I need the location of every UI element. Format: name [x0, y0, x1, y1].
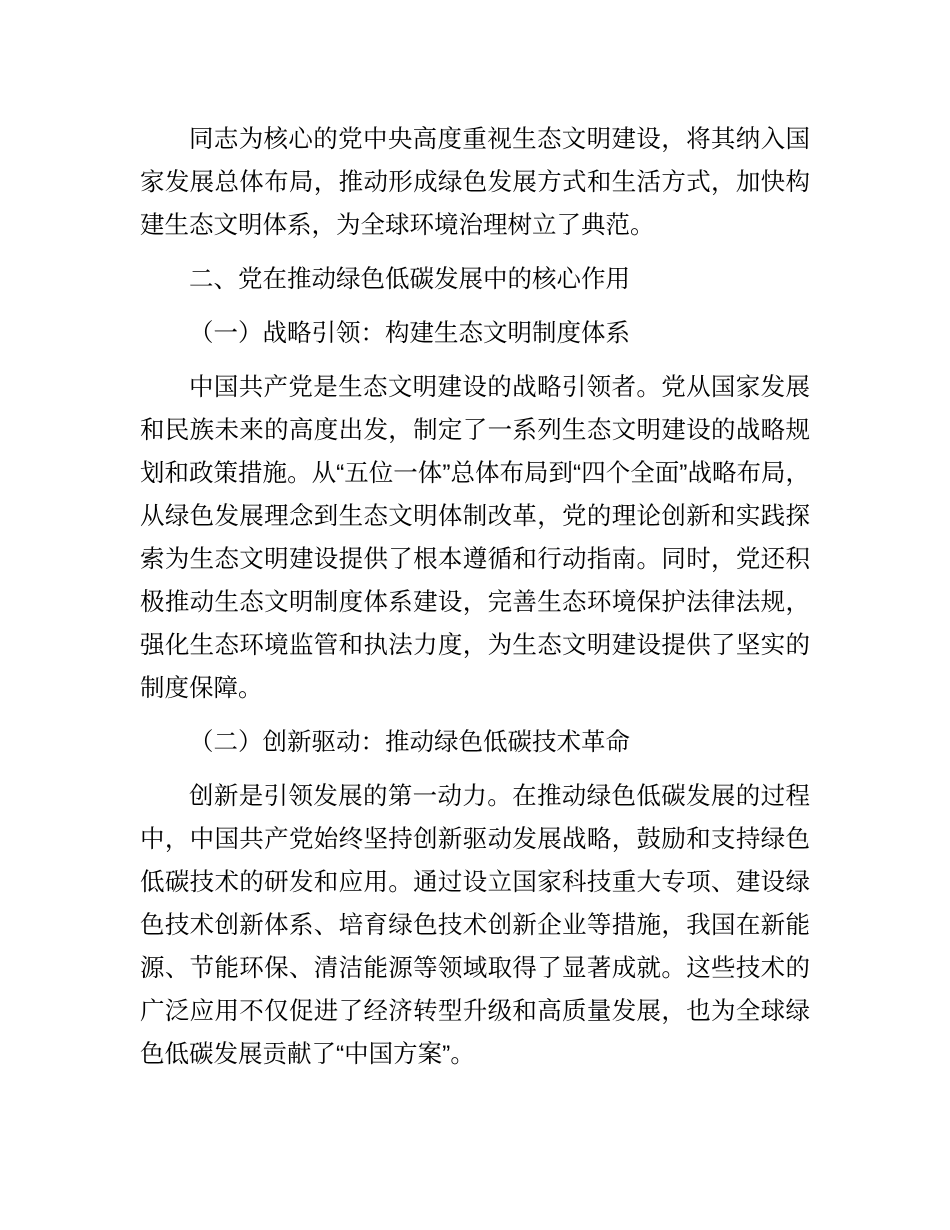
subsection-heading-2: （二）创新驱动：推动绿色低碳技术革命	[189, 729, 630, 756]
section-heading-2: 二、党在推动绿色低碳发展中的核心作用	[189, 266, 630, 293]
body-paragraph-continuation: 同志为核心的党中央高度重视生态文明建设，将其纳入国家发展总体布局，推动形成绿色发展方式和生活方式，加快构建生态文明体系，为全球环境治理树立了典范。	[140, 126, 810, 239]
body-paragraph-innovation: 创新是引领发展的第一动力。在推动绿色低碳发展的过程中，中国共产党始终坚持创新驱动发展战略，鼓励和支持绿色低碳技术的研发和应用。通过设立国家科技重大专项、建设绿色技术创新体系、培育绿色技术创新企业等措施，我国在新能源、节能环保、清洁能源等领域取得了显著成就。这些技术的广泛应用不仅促进了经济转型升级和高质量发展，也为全球绿色低碳发展贡献了“中国方案”。	[140, 783, 810, 1068]
body-paragraph-strategy: 中国共产党是生态文明建设的战略引领者。党从国家发展和民族未来的高度出发，制定了一系列生态文明建设的战略规划和政策措施。从“五位一体”总体布局到“四个全面”战略布局，从绿色发展理念到生态文明体制改革，党的理论创新和实践探索为生态文明建设提供了根本遵循和行动指南。同时，党还积极推动生态文明制度体系建设，完善生态环境保护法律法规，强化生态环境监管和执法力度，为生态文明建设提供了坚实的制度保障。	[140, 374, 810, 702]
subsection-heading-1: （一）战略引领：构建生态文明制度体系	[189, 320, 630, 347]
